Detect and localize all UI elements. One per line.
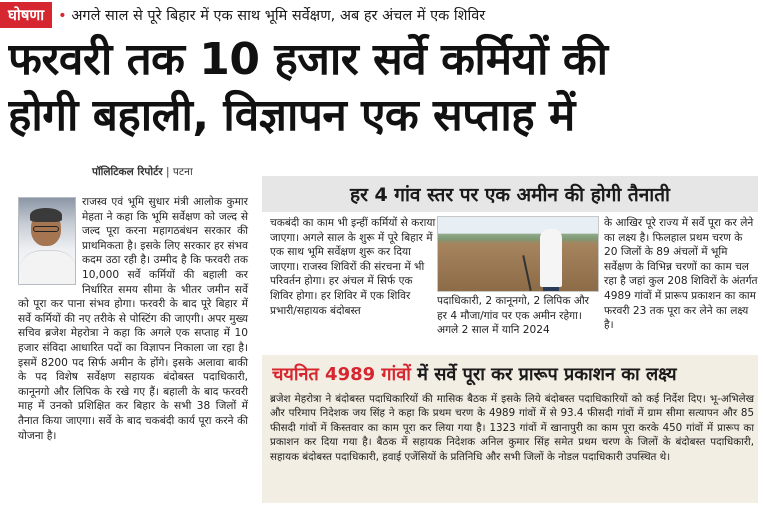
headline [8,32,758,144]
kicker-strip [0,0,763,30]
highlight-box-text: ब्रजेश मेहरोत्रा ने बंदोबस्त पदाधिकारियों की मासिक बैठक में इसके लिये बंदोबस्त पदाधिकारियों को कई निर्देश दिए। भू-अभिलेख और परिमाप निदेशक जय सिंह ने कहा कि प्रथम चरण के 4989 गांवों में से 93.4 फीसदी गांवों में ग्राम सीमा सत्यापन और 85 फीसदी गांवों में किस्तवार का काम पूरा कर लिया गया है। 1323 गांवों में खानापुरी का काम पूरा करके 450 गांवों में प्रारूप का प्रकाशन कर दिया गया है। बैठक में सहायक निदेशक अनिल कुमार सिंह समेत प्रथम चरण के जिलों के बंदोबस्त पदाधिकारी, सहायक बंदोबस्त पदाधिकारी, हवाई एजेंसियों के प्रतिनिधि और सभी जिलों के नोडल पदाधिकारी उपस्थित थे। [270,393,754,463]
byline [92,165,193,179]
subheading-banner: हर 4 गांव स्तर पर एक अमीन की होगी तैनाती [262,176,758,212]
right-column-text: के आखिर पूरे राज्य में सर्वे पूरा कर लेने का लक्ष्य है। फिलहाल प्रथम चरण के 20 जिलों के 89 अंचलों में भूमि सर्वेक्षण के विभिन्न चरणों का काम चल रहा है जहां कुल 208 शिविरों के अंतर्गत 4989 गांवों में प्रारूप प्रकाशन का काम फरवरी 23 तक पूरा कर लेने का लक्ष्य है। [604,217,758,332]
byline-city: | पटना [166,166,193,178]
headline-line-1: फरवरी तक 10 हजार सर्वे कर्मियों की [8,34,608,85]
byline-author: पॉलिटिकल रिपोर्टर [92,166,163,178]
kicker-text: • अगले साल से पूरे बिहार में एक साथ भूमि सर्वेक्षण, अब हर अंचल में एक शिविर [52,5,485,25]
highlight-box-title-rest: में सर्वे पूरा कर प्रारूप प्रकाशन का लक्ष्य [410,364,677,385]
headline-line-2: होगी बहाली, विज्ञापन एक सप्ताह में [8,90,575,141]
middle-column-2-text: पदाधिकारी, 2 कानूनगो, 2 लिपिक और हर 4 मौजा/गांव पर एक अमीन रहेगा। अगले 2 साल में यानि 2024 [437,295,589,337]
left-column-text: राजस्व एवं भूमि सुधार मंत्री आलोक कुमार मेहता ने कहा कि भूमि सर्वेक्षण को जल्द से जल्द पूरा करना महागठबंधन सरकार की प्राथमिकता है। इसके लिए सरकार हर संभव कदम उठा रही है। उम्मीद है कि फरवरी तक 10,000 सर्वे कर्मियों की बहाली कर निर्धारित समय सीमा के भीतर जमीन सर्वे को पूरा कर पाना संभव होगा। फरवरी के बाद पूरे बिहार में सर्वे कर्मियों की नए तरीके से पोस्टिंग की जाएगी। अपर मुख्य सचिव ब्रजेश मेहरोत्रा ने कहा कि अगले एक सप्ताह में 10 हजार संविदा आधारित पदों का विज्ञापन निकाला जा रहा है। इसमें 8200 पद सिर्फ अमीन के होंगे। इसके अलावा बाकी के पद विशेष सर्वेक्षण सहायक बंदोबस्त पदाधिकारी, कानूनगो और लिपिक के रखे गए हैं। बहाली के बाद फरवरी माह में उनको प्रशिक्षित कर बिहार के सभी 38 जिलों में तैनात किया जाएगा। सर्वे के बाद चकबंदी कार्य पूरा करने की योजना है। [18,196,248,442]
highlight-box-title [272,362,757,386]
survey-field-photo [437,216,599,292]
kicker-tag: घोषणा [0,2,52,28]
highlight-box-title-accent: चयनित 4989 गांवों [272,364,411,385]
minister-photo [18,197,76,285]
left-column [18,195,248,443]
middle-column-text: चकबंदी का काम भी इन्हीं कर्मियों से कराया जाएगा। अगले साल के शुरू में पूरे बिहार में एक साथ भूमि सर्वेक्षण शुरू कर दिया जाएगा। राजस्व शिविरों की संरचना में भी परिवर्तन होगा। हर अंचल में सिर्फ एक शिविर होगा। हर शिविर में एक शिविर प्रभारी/सहायक बंदोबस्त [270,217,436,317]
